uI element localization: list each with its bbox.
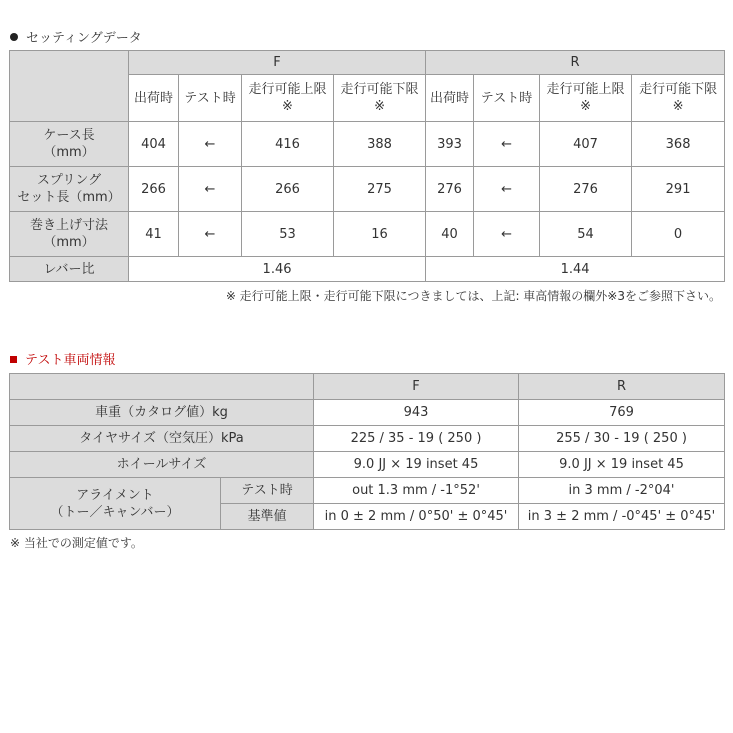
cell: 368 bbox=[632, 122, 725, 167]
cell: ← bbox=[474, 167, 540, 212]
setting-section-title bbox=[10, 27, 142, 46]
rear-lever-ratio: 1.44 bbox=[426, 257, 725, 282]
front-lower-header: 走行可能下限 ※ bbox=[334, 75, 426, 122]
bullet-icon bbox=[10, 33, 18, 41]
cell: ← bbox=[179, 122, 242, 167]
cell: 404 bbox=[129, 122, 179, 167]
cell: ← bbox=[474, 212, 540, 257]
vehicle-table bbox=[9, 373, 725, 530]
cell: 291 bbox=[632, 167, 725, 212]
table-row bbox=[10, 452, 725, 478]
cell: 943 bbox=[314, 400, 519, 426]
table-row bbox=[10, 167, 725, 212]
setting-table bbox=[9, 50, 725, 282]
row-label-wheel: ホイールサイズ bbox=[10, 452, 314, 478]
row-label-spring-set-length: スプリング セット長（mm） bbox=[10, 167, 129, 212]
cell: 225 / 35 - 19 ( 250 ) bbox=[314, 426, 519, 452]
front-lever-ratio: 1.46 bbox=[129, 257, 426, 282]
cell: 266 bbox=[129, 167, 179, 212]
setting-note: ※ 走行可能上限・走行可能下限につきましては、上記: 車高情報の欄外※3をご参照下さい。 bbox=[225, 289, 721, 303]
row-label-case-length: ケース長 （mm） bbox=[10, 122, 129, 167]
cell: ← bbox=[179, 212, 242, 257]
vehicle-section-title bbox=[10, 349, 115, 368]
square-icon bbox=[10, 356, 17, 363]
row-label-preload: 巻き上げ寸法 （mm） bbox=[10, 212, 129, 257]
cell: 266 bbox=[242, 167, 334, 212]
cell: 9.0 JJ × 19 inset 45 bbox=[314, 452, 519, 478]
table-row bbox=[10, 257, 725, 282]
cell: 0 bbox=[632, 212, 725, 257]
row-label-alignment-standard: 基準値 bbox=[221, 504, 314, 530]
vehicle-title-text: テスト車両情報 bbox=[25, 353, 116, 368]
rear-shipping-header: 出荷時 bbox=[426, 75, 474, 122]
cell: 276 bbox=[540, 167, 632, 212]
table-row bbox=[10, 400, 725, 426]
row-label-weight: 車重（カタログ値）kg bbox=[10, 400, 314, 426]
vehicle-front-header: F bbox=[314, 374, 519, 400]
cell: 407 bbox=[540, 122, 632, 167]
row-label-alignment: アライメント （トー／キャンバー） bbox=[10, 478, 221, 530]
cell: 54 bbox=[540, 212, 632, 257]
front-test-header: テスト時 bbox=[179, 75, 242, 122]
table-row bbox=[10, 478, 725, 504]
rear-header: R bbox=[426, 51, 725, 75]
cell: 255 / 30 - 19 ( 250 ) bbox=[519, 426, 725, 452]
cell: 275 bbox=[334, 167, 426, 212]
cell: 16 bbox=[334, 212, 426, 257]
cell: 388 bbox=[334, 122, 426, 167]
cell: 769 bbox=[519, 400, 725, 426]
rear-test-header: テスト時 bbox=[474, 75, 540, 122]
table-row bbox=[10, 426, 725, 452]
front-shipping-header: 出荷時 bbox=[129, 75, 179, 122]
cell: in 3 ± 2 mm / -0°45' ± 0°45' bbox=[519, 504, 725, 530]
cell: 41 bbox=[129, 212, 179, 257]
cell: ← bbox=[179, 167, 242, 212]
cell: out 1.3 mm / -1°52' bbox=[314, 478, 519, 504]
front-header: F bbox=[129, 51, 426, 75]
table-row bbox=[10, 122, 725, 167]
vehicle-rear-header: R bbox=[519, 374, 725, 400]
cell: 40 bbox=[426, 212, 474, 257]
cell: 393 bbox=[426, 122, 474, 167]
cell: in 3 mm / -2°04' bbox=[519, 478, 725, 504]
cell: 9.0 JJ × 19 inset 45 bbox=[519, 452, 725, 478]
row-label-alignment-test: テスト時 bbox=[221, 478, 314, 504]
setting-corner-cell bbox=[10, 51, 129, 122]
row-label-tire: タイヤサイズ（空気圧）kPa bbox=[10, 426, 314, 452]
cell: 416 bbox=[242, 122, 334, 167]
setting-title-text: セッティングデータ bbox=[26, 31, 142, 46]
cell: in 0 ± 2 mm / 0°50' ± 0°45' bbox=[314, 504, 519, 530]
row-label-lever-ratio: レバー比 bbox=[10, 257, 129, 282]
vehicle-note: ※ 当社での測定値です。 bbox=[10, 536, 143, 550]
front-upper-header: 走行可能上限 ※ bbox=[242, 75, 334, 122]
vehicle-corner-cell bbox=[10, 374, 314, 400]
cell: ← bbox=[474, 122, 540, 167]
table-row bbox=[10, 212, 725, 257]
rear-upper-header: 走行可能上限 ※ bbox=[540, 75, 632, 122]
cell: 53 bbox=[242, 212, 334, 257]
cell: 276 bbox=[426, 167, 474, 212]
rear-lower-header: 走行可能下限 ※ bbox=[632, 75, 725, 122]
